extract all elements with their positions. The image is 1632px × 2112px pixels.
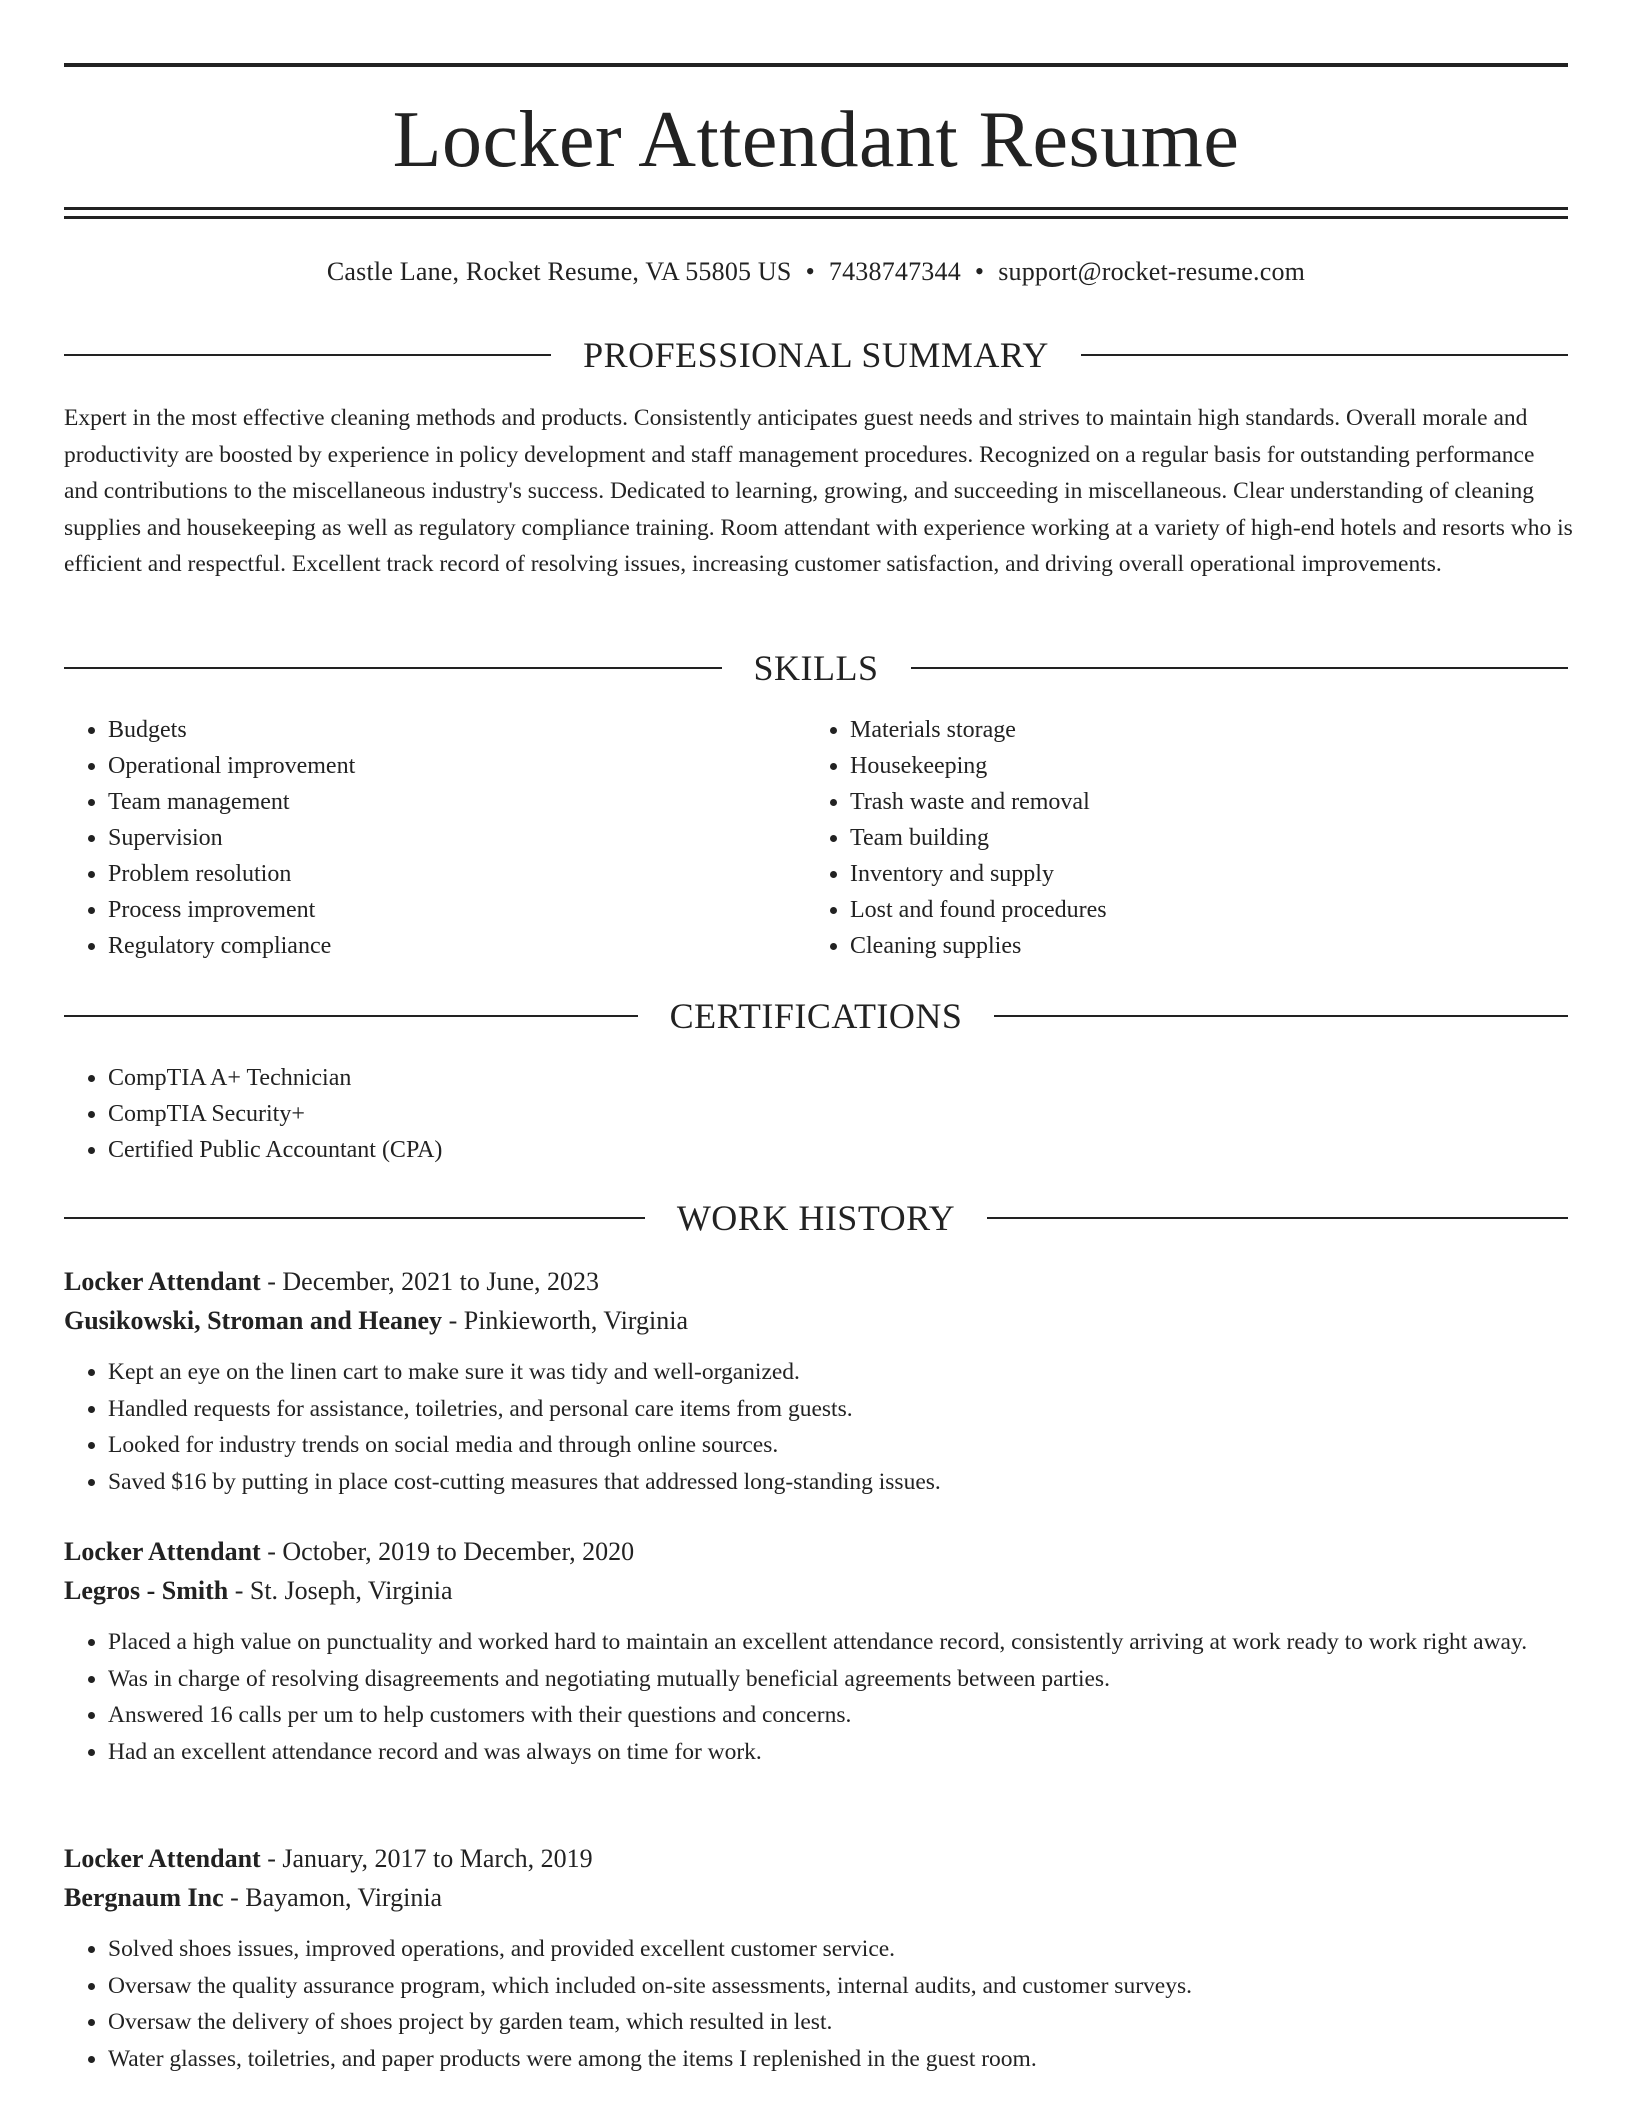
- heading-rule: [911, 667, 1569, 669]
- section-heading-summary: [64, 333, 1568, 377]
- job-duty-item: • Water glasses, toiletries, and paper products were among the items I replenished in the guest room.: [108, 2041, 1568, 2078]
- heading-rule: [64, 667, 722, 669]
- heading-rule: [987, 1217, 1568, 1219]
- job-title-line: Locker Attendant - December, 2021 to June, 2023: [64, 1267, 600, 1296]
- heading-rule: [994, 1015, 1568, 1017]
- job-title: Locker Attendant: [64, 1267, 261, 1296]
- certification-item: • CompTIA Security+: [108, 1096, 442, 1132]
- contact-separator: •: [974, 257, 985, 286]
- job-location: Pinkieworth, Virginia: [463, 1306, 688, 1335]
- heading-rule: [64, 1217, 645, 1219]
- job-dates: October, 2019 to December, 2020: [282, 1537, 635, 1566]
- job-dates: January, 2017 to March, 2019: [282, 1844, 593, 1873]
- section-title-certifications: CERTIFICATIONS: [669, 996, 963, 1036]
- contact-email: support@rocket-resume.com: [998, 257, 1306, 286]
- job-title-line: Locker Attendant - October, 2019 to December, 2020: [64, 1537, 635, 1566]
- job-duty-item: • Looked for industry trends on social media and through online sources.: [108, 1427, 1568, 1464]
- skills-list-left: [64, 712, 355, 964]
- job-company-line: Bergnaum Inc - Bayamon, Virginia: [64, 1883, 443, 1912]
- contact-phone: 7438747344: [828, 257, 961, 286]
- job-company: Bergnaum Inc: [64, 1883, 224, 1912]
- contact-separator: •: [805, 257, 815, 286]
- heading-rule: [64, 354, 551, 356]
- section-heading-work-history: [64, 1196, 1568, 1240]
- job-duty-item: • Was in charge of resolving disagreements and negotiating mutually beneficial agreements between parties.: [108, 1661, 1568, 1698]
- contact-line: [64, 254, 1568, 290]
- certifications-block: [64, 1060, 442, 1168]
- job-title-line: Locker Attendant - January, 2017 to March, 2019: [64, 1844, 593, 1873]
- job-location: Bayamon, Virginia: [245, 1883, 443, 1912]
- section-title-work-history: WORK HISTORY: [676, 1198, 956, 1238]
- skill-item: • Lost and found procedures: [850, 892, 1107, 928]
- skills-column-left: [64, 712, 355, 964]
- skill-item: • Inventory and supply: [850, 856, 1107, 892]
- job-duty-item: • Placed a high value on punctuality and worked hard to maintain an excellent attendance record, consistently arriving at work ready to work right away.: [108, 1624, 1568, 1661]
- job-duty-item: • Saved $16 by putting in place cost-cutting measures that addressed long-standing issues.: [108, 1464, 1568, 1501]
- job-title: Locker Attendant: [64, 1844, 261, 1873]
- title-rule-lower: [64, 216, 1568, 219]
- heading-rule: [1081, 354, 1568, 356]
- job-duty-item: • Oversaw the quality assurance program, which included on-site assessments, internal audits, and customer surveys.: [108, 1968, 1568, 2005]
- skill-item: • Team management: [108, 784, 355, 820]
- job-location: St. Joseph, Virginia: [249, 1576, 453, 1605]
- skill-item: • Materials storage: [850, 712, 1107, 748]
- job-dates: December, 2021 to June, 2023: [282, 1267, 600, 1296]
- job-entry: [64, 1839, 1568, 2077]
- job-duty-item: • Solved shoes issues, improved operations, and provided excellent customer service.: [108, 1931, 1568, 1968]
- section-title-skills: SKILLS: [753, 648, 879, 688]
- skill-item: • Problem resolution: [108, 856, 355, 892]
- section-title-summary: PROFESSIONAL SUMMARY: [583, 335, 1049, 375]
- skill-item: • Process improvement: [108, 892, 355, 928]
- skills-column-right: [806, 712, 1107, 964]
- section-heading-skills: [64, 646, 1568, 690]
- job-entry: [64, 1532, 1568, 1770]
- skill-item: • Housekeeping: [850, 748, 1107, 784]
- certification-item: • Certified Public Accountant (CPA): [108, 1132, 442, 1168]
- skill-item: • Cleaning supplies: [850, 928, 1107, 964]
- contact-address: Castle Lane, Rocket Resume, VA 55805 US: [326, 257, 792, 286]
- job-duties-list: [64, 1624, 1568, 1770]
- certification-item: • CompTIA A+ Technician: [108, 1060, 442, 1096]
- top-rule: [64, 63, 1568, 67]
- title-rule-upper: [64, 207, 1568, 210]
- job-company: Gusikowski, Stroman and Heaney: [64, 1306, 443, 1335]
- certifications-list: [64, 1060, 442, 1168]
- skills-list-right: [806, 712, 1107, 964]
- job-duties-list: [64, 1931, 1568, 2077]
- resume-title: Locker Attendant Resume: [392, 96, 1240, 184]
- job-entry: [64, 1262, 1568, 1500]
- skill-item: • Team building: [850, 820, 1107, 856]
- job-duties-list: [64, 1354, 1568, 1500]
- job-company-line: Gusikowski, Stroman and Heaney - Pinkieworth, Virginia: [64, 1306, 688, 1335]
- skill-item: • Supervision: [108, 820, 355, 856]
- job-duty-item: • Oversaw the delivery of shoes project by garden team, which resulted in lest.: [108, 2004, 1568, 2041]
- summary-paragraph: Expert in the most effective cleaning methods and products. Consistently anticipates guest needs and strives to maintain high standards. Overall morale and productivity are boosted by experience in policy development and staff management procedures. Recognized on a regular basis for outstanding performance and contributions to the miscellaneous industry's success. Dedicated to learning, growing, and succeeding in miscellaneous. Clear understanding of cleaning supplies and housekeeping as well as regulatory compliance training. Room attendant with experience working at a variety of high-end hotels and resorts who is efficient and respectful. Excellent track record of resolving issues, increasing customer satisfaction, and driving overall operational improvements.: [64, 405, 1573, 577]
- job-duty-item: • Handled requests for assistance, toiletries, and personal care items from guests.: [108, 1391, 1568, 1428]
- skill-item: • Trash waste and removal: [850, 784, 1107, 820]
- heading-rule: [64, 1015, 638, 1017]
- skill-item: • Regulatory compliance: [108, 928, 355, 964]
- job-duty-item: • Had an excellent attendance record and was always on time for work.: [108, 1734, 1568, 1771]
- skill-item: • Operational improvement: [108, 748, 355, 784]
- job-duty-item: • Answered 16 calls per um to help customers with their questions and concerns.: [108, 1697, 1568, 1734]
- section-heading-certifications: [64, 994, 1568, 1038]
- job-duty-item: • Kept an eye on the linen cart to make sure it was tidy and well-organized.: [108, 1354, 1568, 1391]
- skill-item: • Budgets: [108, 712, 355, 748]
- job-company: Legros - Smith: [64, 1576, 229, 1605]
- job-company-line: Legros - Smith - St. Joseph, Virginia: [64, 1576, 453, 1605]
- job-title: Locker Attendant: [64, 1537, 261, 1566]
